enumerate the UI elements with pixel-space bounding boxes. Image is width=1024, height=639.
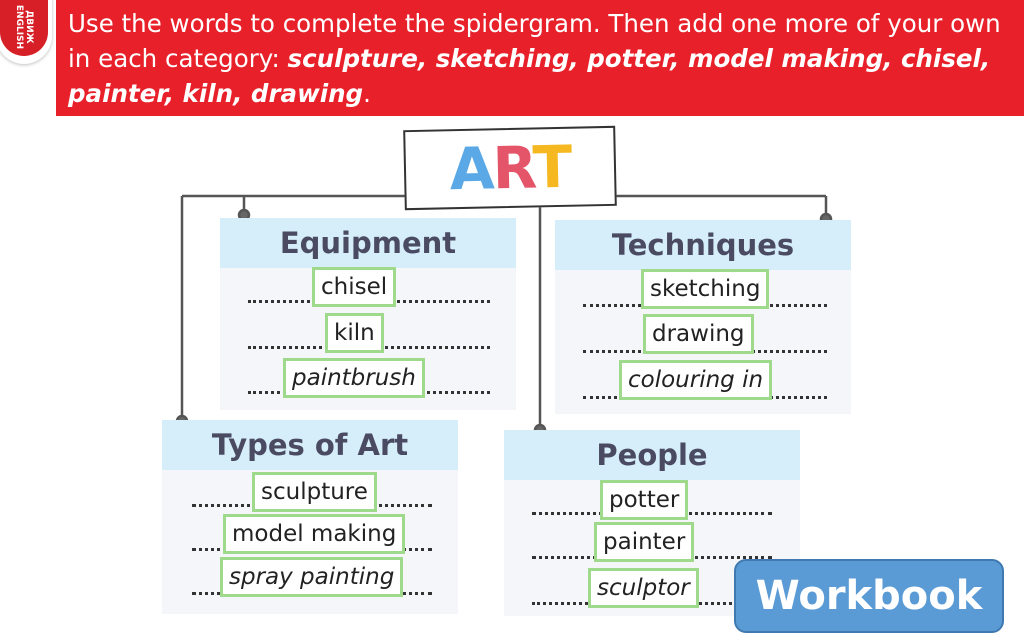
answer-box: sculptor bbox=[588, 568, 699, 608]
answer-box: kiln bbox=[325, 313, 384, 353]
art-title bbox=[449, 132, 571, 204]
workbook-button[interactable]: Workbook bbox=[734, 559, 1004, 633]
answer-box: colouring in bbox=[619, 360, 772, 400]
category-heading: People bbox=[504, 430, 800, 480]
category-heading: Techniques bbox=[555, 220, 851, 270]
answer-box: potter bbox=[600, 480, 688, 520]
title-letter: T bbox=[531, 132, 571, 202]
answer-box: spray painting bbox=[220, 557, 403, 597]
title-letter: A bbox=[449, 134, 494, 204]
answer-box: painter bbox=[594, 522, 694, 562]
title-letter: R bbox=[491, 133, 534, 203]
instruction-end: . bbox=[363, 79, 371, 108]
category-heading: Equipment bbox=[220, 218, 516, 268]
answer-box: paintbrush bbox=[283, 358, 425, 398]
art-title-box bbox=[403, 126, 617, 210]
category-heading: Types of Art bbox=[162, 420, 458, 470]
answer-box: drawing bbox=[643, 314, 754, 354]
instruction-word-list: sculpture, sketching, potter, model making, chisel, painter, kiln, drawing bbox=[68, 44, 991, 108]
answer-box: sculpture bbox=[252, 472, 377, 512]
logo-text: ДВИЖ ENGLISH bbox=[13, 4, 34, 50]
instruction-lead: Use the words to complete the spidergram. Then add one more of your own in each category: bbox=[68, 9, 1001, 73]
answer-box: chisel bbox=[312, 267, 396, 307]
answer-box: sketching bbox=[641, 269, 769, 309]
answer-box: model making bbox=[223, 514, 405, 554]
